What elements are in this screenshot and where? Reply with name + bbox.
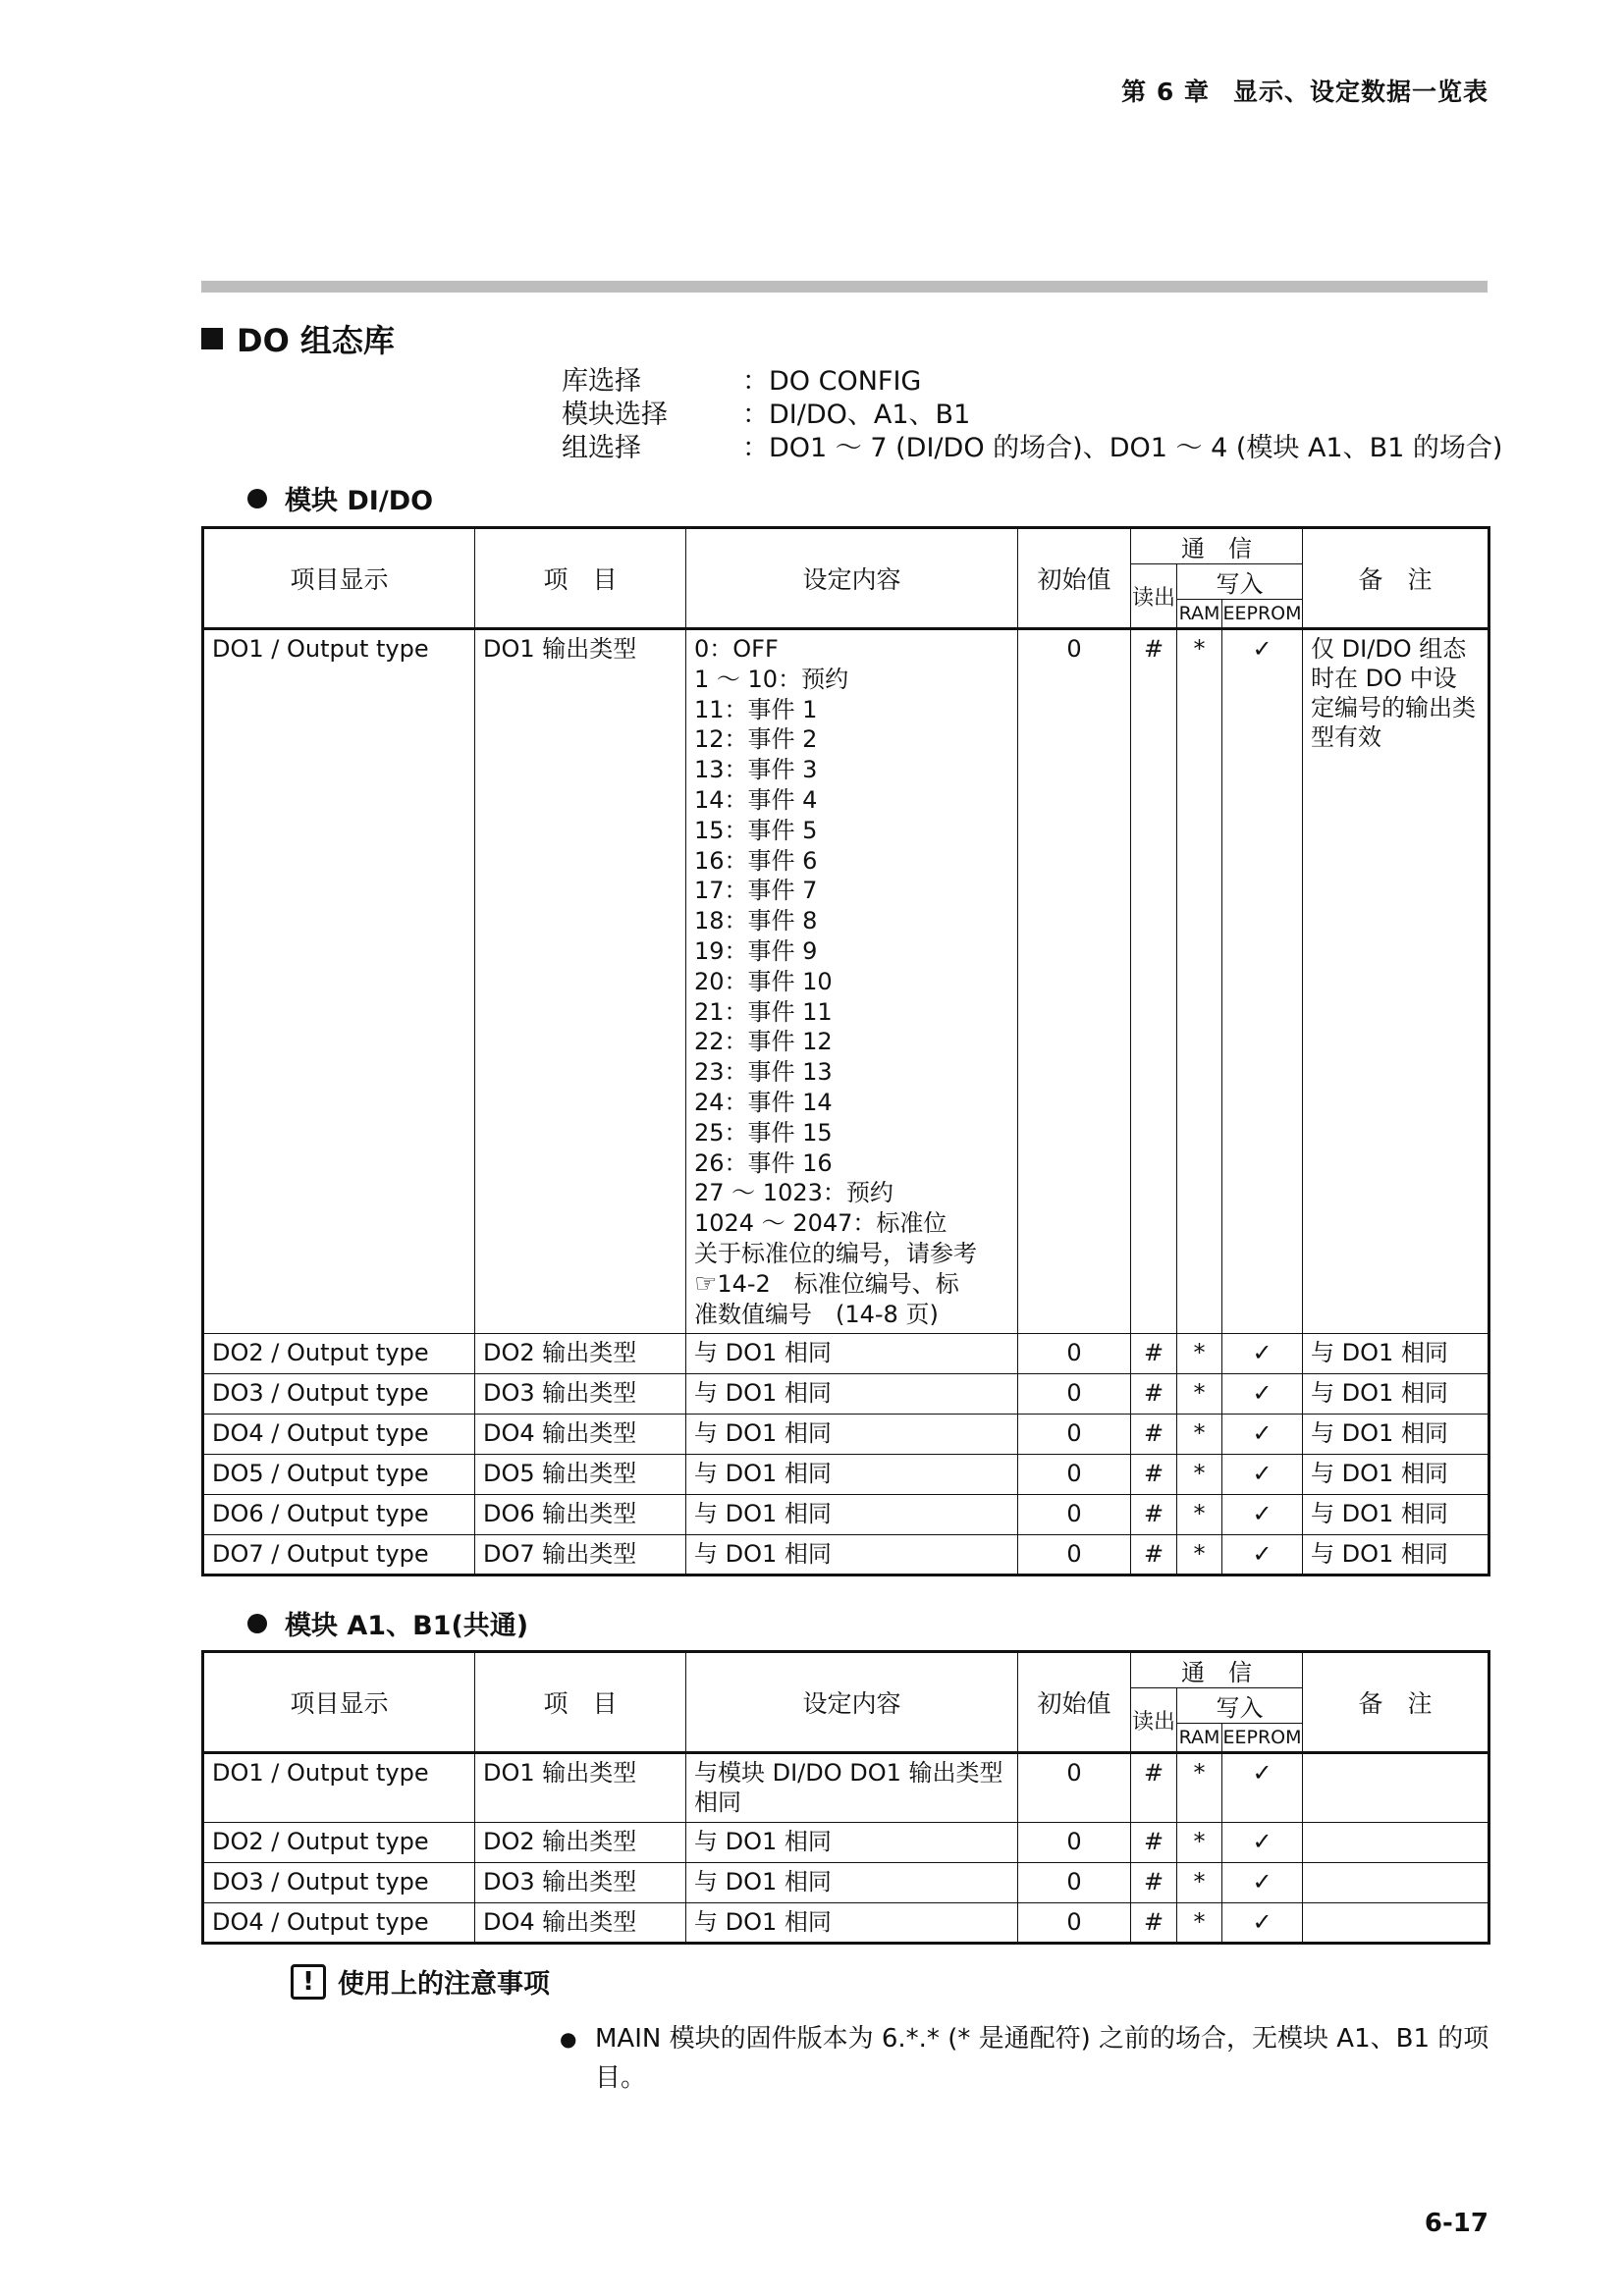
cell-display: DO2 / Output type [203,1334,475,1374]
caution-title-text: 使用上的注意事项 [338,1969,550,2000]
chapter-number: 第 6 章 [1121,78,1210,106]
cell-display: DO4 / Output type [203,1903,475,1944]
col-header-write: 写入 [1177,564,1303,600]
col-header-remark: 备 注 [1303,1652,1489,1753]
table2-title-text: 模块 A1、B1(共通) [285,1611,529,1641]
cell-setting: 与 DO1 相同 [686,1334,1018,1374]
module-select-value: ：DI/DO、A1、B1 [742,400,971,430]
cell-ram: * [1177,1374,1222,1415]
setting-line: 17：事件 7 [694,877,818,905]
setting-line: 关于标准位的编号，请参考 [694,1239,977,1267]
cell-item: DO6 输出类型 [475,1495,686,1535]
cell-display: DO1 / Output type [203,1753,475,1823]
setting-line: 14：事件 4 [694,785,818,814]
cell-remark: 与 DO1 相同 [1303,1535,1489,1575]
cell-eeprom: ✓ [1222,629,1303,1334]
section-title-text: DO 组态库 [237,322,395,359]
cell-setting: 与模块 DI/DO DO1 输出类型相同 [686,1753,1018,1823]
page-number: 6-17 [1424,2209,1489,2238]
exclamation-box-icon: ! [291,1964,326,2000]
col-header-item: 项 目 [475,1652,686,1753]
cell-display: DO3 / Output type [203,1863,475,1903]
circle-bullet-icon [247,1614,267,1633]
cell-setting: 与 DO1 相同 [686,1535,1018,1575]
setting-line: 27 ～ 1023：预约 [694,1179,893,1207]
cell-remark: 与 DO1 相同 [1303,1415,1489,1455]
cell-initial: 0 [1018,629,1131,1334]
col-header-read: 读出 [1131,1688,1177,1753]
cell-read: # [1131,1374,1177,1415]
chapter-title: 显示、设定数据一览表 [1232,78,1489,106]
table2-title [247,1604,528,1642]
cell-eeprom: ✓ [1222,1415,1303,1455]
cell-setting [686,629,1018,1334]
cell-ram: * [1177,1863,1222,1903]
cell-setting: 与 DO1 相同 [686,1495,1018,1535]
cell-eeprom: ✓ [1222,1495,1303,1535]
cell-read: # [1131,1455,1177,1495]
cell-display: DO7 / Output type [203,1535,475,1575]
cell-eeprom: ✓ [1222,1753,1303,1823]
square-bullet-icon [201,328,223,349]
cell-remark [1303,1823,1489,1863]
setting-line: 18：事件 8 [694,907,818,935]
pointing-hand-icon: ☞ [694,1268,718,1299]
col-header-initial: 初始值 [1018,1652,1131,1753]
col-header-read: 读出 [1131,564,1177,629]
table-row [203,1415,1489,1455]
group-select-value: ：DO1 ～ 7 (DI/DO 的场合)、DO1 ～ 4 (模块 A1、B1 的场合) [742,433,1503,463]
setting-lines [694,634,1009,1269]
section-divider [201,281,1488,293]
cell-display: DO2 / Output type [203,1823,475,1863]
cell-display: DO3 / Output type [203,1374,475,1415]
cell-remark [1303,1903,1489,1944]
cell-initial: 0 [1018,1334,1131,1374]
cell-ram: * [1177,1334,1222,1374]
cell-eeprom: ✓ [1222,1903,1303,1944]
table-row [203,1374,1489,1415]
cell-item: DO2 输出类型 [475,1823,686,1863]
col-header-ram: RAM [1177,1724,1222,1753]
cell-ram: * [1177,1455,1222,1495]
setting-line: 11：事件 1 [694,695,818,723]
setting-line: 0：OFF [694,635,779,663]
cell-remark: 与 DO1 相同 [1303,1334,1489,1374]
cell-ram: * [1177,1495,1222,1535]
cell-initial: 0 [1018,1535,1131,1575]
table-row [203,629,1489,1334]
cell-setting: 与 DO1 相同 [686,1863,1018,1903]
setting-line: 12：事件 2 [694,725,818,754]
cell-item: DO1 输出类型 [475,1753,686,1823]
table-row [203,1535,1489,1575]
setting-line: 24：事件 14 [694,1088,833,1116]
cell-initial: 0 [1018,1374,1131,1415]
cell-item: DO4 输出类型 [475,1415,686,1455]
cell-setting: 与 DO1 相同 [686,1903,1018,1944]
bank-select-label: 库选择 [562,366,641,397]
cell-item: DO3 输出类型 [475,1863,686,1903]
col-header-comm: 通 信 [1131,1652,1303,1688]
col-header-display: 项目显示 [203,528,475,629]
reference-line [694,1269,1009,1300]
cell-ram: * [1177,1823,1222,1863]
setting-line: 19：事件 9 [694,936,818,965]
cell-display: DO1 / Output type [203,629,475,1334]
setting-line: 16：事件 6 [694,846,818,875]
cell-display: DO6 / Output type [203,1495,475,1535]
cell-initial: 0 [1018,1863,1131,1903]
module-select-label: 模块选择 [562,400,668,430]
reference-line-2: 准数值编号 (14-8 页) [694,1300,939,1328]
bank-info [562,365,1502,465]
bullet-icon: ● [560,2027,577,2051]
table-row [203,1334,1489,1374]
do-config-table-a1-b1 [201,1650,1490,1945]
module-select-row [562,399,1502,432]
cell-remark [1303,1863,1489,1903]
section-title [201,316,395,361]
setting-line: 20：事件 10 [694,967,833,995]
table1-title-text: 模块 DI/DO [285,486,434,516]
setting-line: 25：事件 15 [694,1118,833,1147]
cell-item: DO7 输出类型 [475,1535,686,1575]
table-row [203,1903,1489,1944]
cell-eeprom: ✓ [1222,1334,1303,1374]
cell-display: DO5 / Output type [203,1455,475,1495]
table-row [203,1495,1489,1535]
cell-setting: 与 DO1 相同 [686,1415,1018,1455]
setting-line: 26：事件 16 [694,1148,833,1177]
cell-setting: 与 DO1 相同 [686,1374,1018,1415]
cell-eeprom: ✓ [1222,1535,1303,1575]
caution-note [560,2019,1492,2098]
col-header-comm: 通 信 [1131,528,1303,564]
col-header-eeprom: EEPROM [1222,1724,1303,1753]
do-config-table-di-do [201,526,1490,1576]
col-header-display: 项目显示 [203,1652,475,1753]
table-row [203,1863,1489,1903]
setting-line: 1 ～ 10：预约 [694,665,849,693]
cell-remark: 仅 DI/DO 组态时在 DO 中设定编号的输出类型有效 [1303,629,1489,1334]
bank-select-row [562,365,1502,399]
cell-initial: 0 [1018,1415,1131,1455]
col-header-initial: 初始值 [1018,528,1131,629]
reference-text: 14-2 标准位编号、标 [717,1269,959,1298]
cell-item: DO5 输出类型 [475,1455,686,1495]
cell-eeprom: ✓ [1222,1374,1303,1415]
cell-item: DO1 输出类型 [475,629,686,1334]
chapter-header [1121,73,1489,108]
cell-remark: 与 DO1 相同 [1303,1495,1489,1535]
cell-item: DO4 输出类型 [475,1903,686,1944]
cell-remark: 与 DO1 相同 [1303,1374,1489,1415]
setting-line: 13：事件 3 [694,756,818,784]
cell-ram: * [1177,1903,1222,1944]
cell-read: # [1131,1863,1177,1903]
cell-read: # [1131,629,1177,1334]
col-header-item: 项 目 [475,528,686,629]
table1-title [247,479,433,517]
cell-item: DO3 输出类型 [475,1374,686,1415]
cell-initial: 0 [1018,1823,1131,1863]
cell-initial: 0 [1018,1753,1131,1823]
cell-remark: 与 DO1 相同 [1303,1455,1489,1495]
bank-select-value: ：DO CONFIG [742,366,922,397]
cell-item: DO2 输出类型 [475,1334,686,1374]
cell-read: # [1131,1903,1177,1944]
cell-read: # [1131,1753,1177,1823]
table-row [203,1753,1489,1823]
setting-line: 1024 ～ 2047：标准位 [694,1209,947,1238]
cell-initial: 0 [1018,1495,1131,1535]
cell-read: # [1131,1415,1177,1455]
table-row [203,1455,1489,1495]
circle-bullet-icon [247,489,267,508]
table-row [203,1823,1489,1863]
cell-setting: 与 DO1 相同 [686,1455,1018,1495]
cell-ram: * [1177,1535,1222,1575]
col-header-setting: 设定内容 [686,1652,1018,1753]
cell-initial: 0 [1018,1903,1131,1944]
cell-setting: 与 DO1 相同 [686,1823,1018,1863]
caution-note-text: MAIN 模块的固件版本为 6.*.* (* 是通配符) 之前的场合，无模块 A1、B1 的项目。 [595,2024,1489,2093]
caution-title [291,1962,550,2001]
col-header-eeprom: EEPROM [1222,600,1303,629]
setting-line: 21：事件 11 [694,997,833,1026]
cell-read: # [1131,1495,1177,1535]
cell-ram: * [1177,1415,1222,1455]
col-header-remark: 备 注 [1303,528,1489,629]
setting-line: 15：事件 5 [694,816,818,844]
cell-read: # [1131,1535,1177,1575]
group-select-label: 组选择 [562,433,641,463]
col-header-write: 写入 [1177,1688,1303,1724]
cell-initial: 0 [1018,1455,1131,1495]
cell-eeprom: ✓ [1222,1455,1303,1495]
col-header-ram: RAM [1177,600,1222,629]
cell-remark [1303,1753,1489,1823]
col-header-setting: 设定内容 [686,528,1018,629]
cell-ram: * [1177,1753,1222,1823]
setting-line: 23：事件 13 [694,1058,833,1087]
cell-ram: * [1177,629,1222,1334]
group-select-row [562,432,1502,465]
cell-eeprom: ✓ [1222,1823,1303,1863]
cell-read: # [1131,1334,1177,1374]
cell-display: DO4 / Output type [203,1415,475,1455]
cell-read: # [1131,1823,1177,1863]
cell-eeprom: ✓ [1222,1863,1303,1903]
setting-line: 22：事件 12 [694,1028,833,1056]
